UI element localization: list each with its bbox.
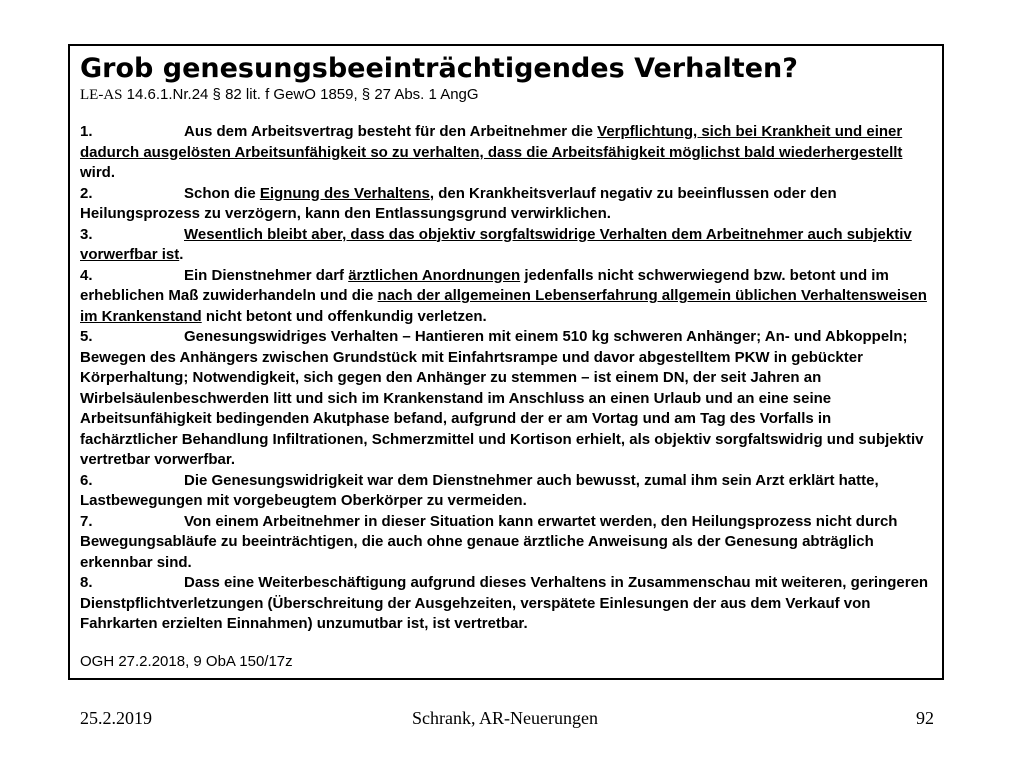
list-item-text: wird.: [80, 164, 116, 181]
list-item-number: 5.: [80, 328, 93, 345]
list-item-text: Aus dem Arbeitsvertrag besteht für den Arbeitnehmer die: [184, 123, 598, 140]
list-item: [80, 122, 932, 184]
list-item: [80, 512, 932, 574]
court-decision-reference: OGH 27.2.2018, 9 ObA 150/17z: [80, 652, 293, 670]
list-item-text: Genesungswidriges Verhalten – Hantieren mit einem 510 kg schweren Anhänger; An- und Abkoppeln; Bewegen des Anhängers zwischen Grundstück mit Einfahrtsrampe und davor abgestelltem PKW in gebückter Körperhaltung; Notwendigkeit, sich gegen den Anhänger zu stemmen – ist einem DN, der seit Jahren an Wirbelsäulenbeschwerden litt und sich im Krankenstand im Anschluss an einen Urlaub und an eine seine Arbeitsunfähigkeit bedingenden Akutphase befand, aufgrund der er am Vortag und am Tag des Vorfalls in fachärztlicher Behandlung Infiltrationen, Schmerzmittel und Kortison erhielt, als objektiv sorgfaltswidrig und subjektiv vertretbar vorwerfbar.: [80, 328, 924, 468]
list-item: [80, 184, 932, 225]
list-item-text: Dass eine Weiterbeschäftigung aufgrund dieses Verhaltens in Zusammenschau mit weiteren, geringeren Dienstpflichtverletzungen (Überschreitung der Ausgehzeiten, verspätete Einlesungen der aus dem Verkauf von Fahrkarten erzielten Einnahmen) unzumutbar ist, ist vertretbar.: [80, 574, 929, 632]
list-item-number: 4.: [80, 266, 93, 284]
underlined-text: Eignung des Verhaltens: [259, 184, 430, 202]
list-item-text: Ein Dienstnehmer darf: [184, 266, 349, 284]
list-item-number: 1.: [80, 123, 93, 140]
list-item-text: , den Krankheitsverlauf negativ zu beeinflussen oder den Heilungsprozess zu verzögern, kann den Entlassungsgrund verwirklichen.: [80, 184, 837, 222]
footer-date: 25.2.2019: [80, 708, 152, 728]
footer-title: Schrank, AR-Neuerungen: [412, 708, 598, 728]
underlined-text: ärztlichen Anordnungen: [348, 266, 521, 284]
list-item-text: Von einem Arbeitnehmer in dieser Situation kann erwartet werden, den Heilungsprozess nicht durch Bewegungsabläufe zu beeinträchtigen, die auch ohne genaue ärztliche Anweisung als der Genesung abträglich erkennbar sind.: [80, 512, 898, 571]
slide-title: Grob genesungsbeeinträchtigendes Verhalten?: [80, 53, 798, 84]
list-item: [80, 327, 932, 471]
page-number: 92: [916, 708, 934, 728]
list-item-text: jedenfalls nicht schwerwiegend bzw. betont und im erheblichen Maß zuwiderhandeln und die: [80, 266, 889, 304]
list-item-number: 2.: [80, 184, 93, 202]
list-item: [80, 266, 932, 328]
list-item-text: Die Genesungswidrigkeit war dem Dienstnehmer auch bewusst, zumal ihm sein Arzt erklärt hatte, Lastbewegungen mit vorgebeugtem Oberkörper zu vermeiden.: [80, 471, 879, 509]
numbered-list: [80, 122, 932, 635]
citation-source: LE-AS: [80, 87, 123, 103]
list-item-text: nicht betont und offenkundig verletzen.: [201, 307, 487, 325]
list-item: [80, 225, 932, 266]
citation-reference: 14.6.1.Nr.24 § 82 lit. f GewO 1859, § 27 Abs. 1 AngG: [122, 86, 479, 103]
list-item-number: 7.: [80, 512, 93, 530]
list-item-text: Schon die: [184, 184, 260, 202]
underlined-text: Wesentlich bleibt aber, dass das objektiv sorgfaltswidrige Verhalten dem Arbeitnehmer auch subjektiv vorwerfbar ist: [80, 225, 912, 263]
list-item-number: 6.: [80, 471, 93, 489]
list-item-number: 3.: [80, 225, 93, 243]
content-box: [68, 44, 944, 680]
list-item: [80, 471, 932, 512]
list-item: [80, 573, 932, 635]
list-item-text: .: [179, 246, 184, 263]
citation-line: [80, 86, 932, 104]
list-item-number: 8.: [80, 574, 93, 591]
underlined-text: nach der allgemeinen Lebenserfahrung allgemein üblichen Verhaltensweisen im Krankenstand: [80, 287, 927, 325]
underlined-text: Verpflichtung, sich bei Krankheit und einer dadurch ausgelösten Arbeitsunfähigkeit so zu verhalten, dass die Arbeitsfähigkeit möglichst bald wiederhergestellt: [80, 123, 903, 161]
